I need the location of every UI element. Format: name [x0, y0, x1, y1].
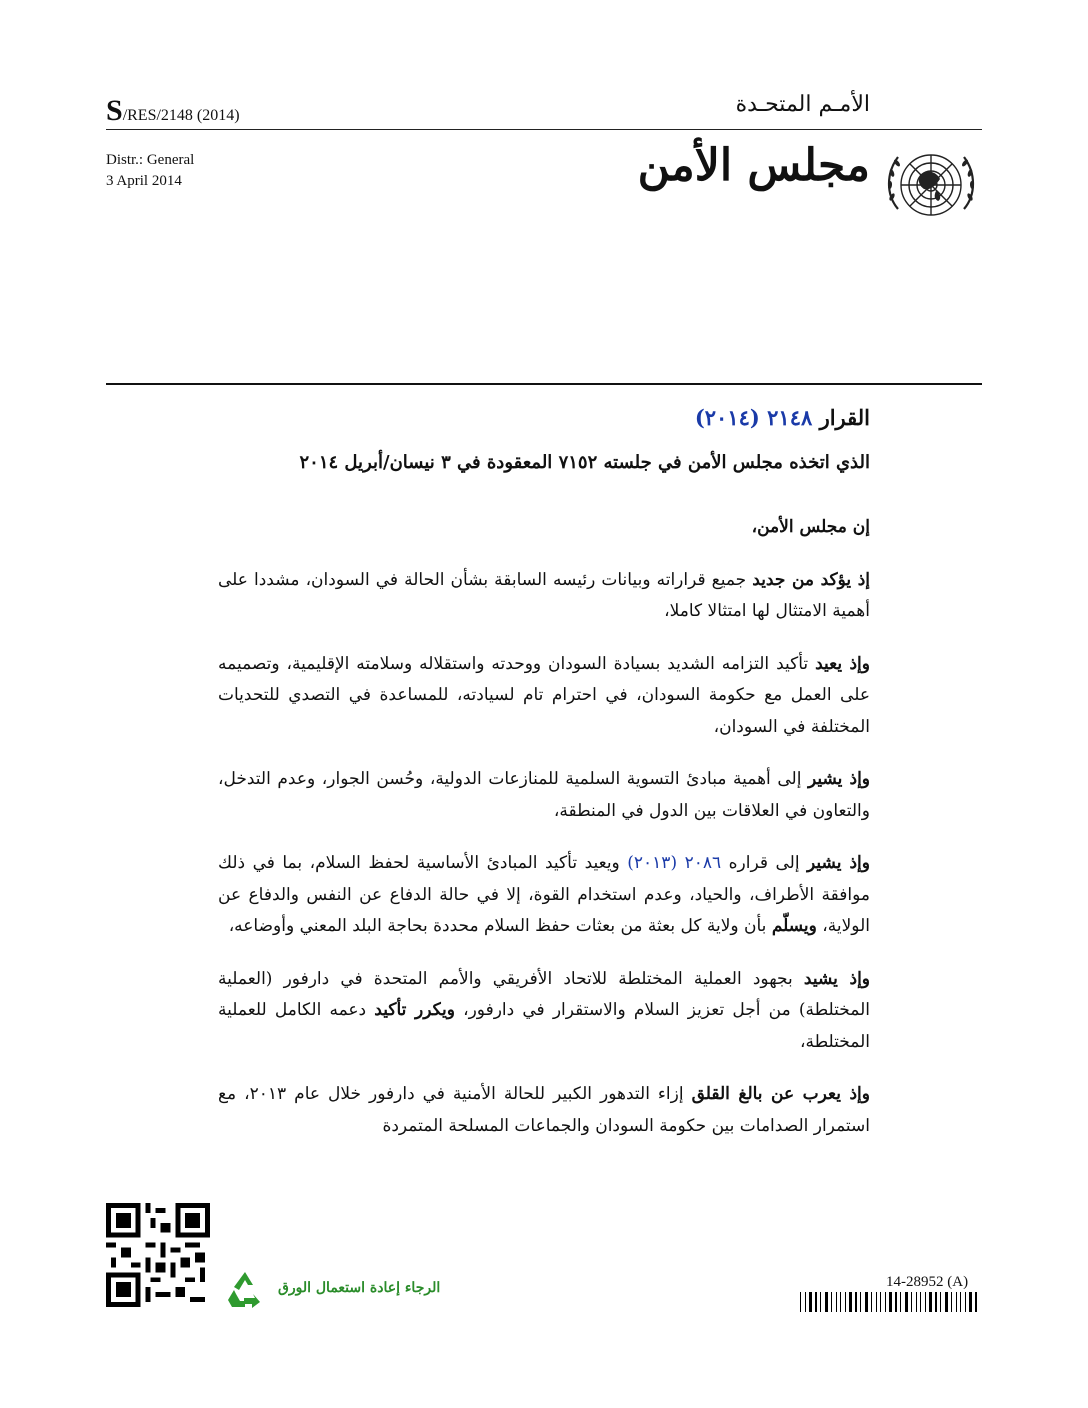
council-name: مجلس الأمن	[637, 140, 870, 191]
distribution-block	[106, 150, 194, 192]
qr-code-icon	[106, 1203, 210, 1307]
paragraph-text: دعمه الكامل للعملية المختلطة،	[218, 1000, 870, 1052]
preamble-paragraph	[218, 764, 870, 827]
preamble-paragraph	[218, 565, 870, 628]
paragraph-lead: وإذ يعرب عن بالغ القلق	[691, 1084, 870, 1104]
opening-line: إن مجلس الأمن،	[751, 517, 870, 537]
paragraph-lead: وإذ يشير	[808, 769, 870, 789]
paragraph-text: تأكيد التزامه الشديد بسيادة السودان ووحدته واستقلاله وسلامته الإقليمية، وتصميمه على العمل مع حكومة السودان، في احترام تام لسيادته، للمساعدة في التصدي للتحديات المختلفة في السودان،	[218, 653, 870, 737]
paragraph-lead: وإذ يشير	[807, 853, 870, 873]
paragraph-text: ويعيد تأكيد المبادئ الأساسية لحفظ السلام، بما في ذلك موافقة الأطراف، والحياد، وعدم استخدام القوة، إلا في حالة الدفاع عن النفس والدفاع عن الولاية،	[218, 853, 870, 936]
document-number: 14-28952 (A)	[886, 1274, 969, 1290]
paragraph-lead-secondary: ويكرر تأكيد	[374, 1000, 455, 1020]
resolution-reference-link[interactable]: ٢٠٨٦ (٢٠١٣)	[627, 853, 722, 873]
section-rule	[106, 383, 982, 385]
un-emblem-icon	[880, 139, 982, 231]
preamble-paragraph	[218, 848, 870, 943]
symbol-s: S	[106, 94, 123, 127]
preamble-paragraph	[218, 649, 870, 744]
symbol-code: /RES/2148 (2014)	[122, 107, 240, 124]
paragraph-text: إلى أهمية مبادئ التسوية السلمية للمنازعات الدولية، وحُسن الجوار، وعدم التدخل، والتعاون في العلاقات بين الدول في المنطقة،	[218, 769, 870, 821]
issue-date: 3 April 2014	[106, 173, 182, 189]
resolution-title	[695, 405, 870, 430]
paragraph-lead: وإذ يعيد	[815, 653, 870, 674]
resolution-number-link[interactable]: ٢١٤٨ (٢٠١٤)	[694, 405, 813, 430]
paragraph-text: جميع قراراته وبيانات رئيسه السابقة بشأن الحالة في السودان، مشددا على أهمية الامتثال لها امتثالا كاملا،	[218, 569, 870, 621]
paragraph-lead-secondary: ويسلّم	[771, 916, 817, 936]
organization-name: الأمـم المتحـدة	[735, 92, 870, 117]
recycle-notice: الرجاء إعادة استعمال الورق	[278, 1280, 441, 1296]
resolution-subtitle: الذي اتخذه مجلس الأمن في جلسته ٧١٥٢ المعقودة في ٣ نيسان/أبريل ٢٠١٤	[299, 452, 870, 473]
paragraph-lead: إذ يؤكد من جديد	[752, 569, 870, 590]
paragraph-text: إزاء التدهور الكبير للحالة الأمنية في دارفور خلال عام ٢٠١٣، مع استمرار الصدامات بين حكومة السودان والجماعات المسلحة المتمردة	[218, 1084, 870, 1136]
header-rule	[106, 129, 982, 130]
document-symbol	[106, 94, 240, 128]
preamble-paragraph	[218, 1079, 870, 1142]
paragraph-text: بجهود العملية المختلطة للاتحاد الأفريقي والأمم المتحدة في دارفور (العملية المختلطة) من أجل تعزيز السلام والاستقرار في دارفور،	[218, 968, 870, 1020]
paragraph-text: بأن ولاية كل بعثة من بعثات حفظ السلام محددة بحاجة البلد المعني وأوضاعه،	[228, 916, 772, 936]
paragraph-lead: وإذ يشيد	[803, 968, 870, 989]
barcode-icon	[800, 1292, 982, 1312]
distribution: Distr.: General	[106, 152, 195, 168]
paragraph-text: إلى قراره	[721, 853, 808, 873]
recycle-icon	[222, 1268, 268, 1314]
resolution-body	[218, 512, 870, 1163]
preamble-paragraph	[218, 964, 870, 1059]
title-prefix: القرار	[819, 405, 870, 430]
